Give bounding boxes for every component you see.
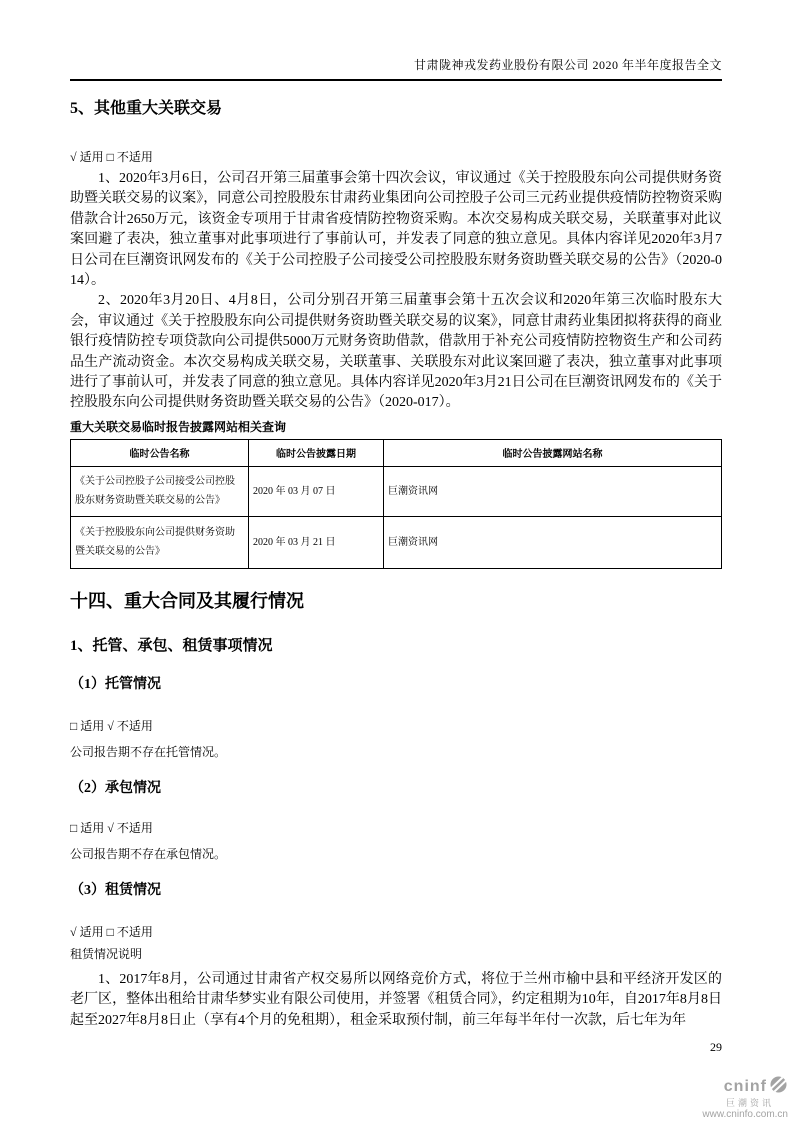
cell-disclosure-date: 2020 年 03 月 07 日 — [249, 466, 384, 516]
section5-applicability: √ 适用 □ 不适用 — [70, 150, 153, 164]
column-header-announcement-name: 临时公告名称 — [71, 439, 249, 466]
leasing-paragraph: 1、2017年8月，公司通过甘肃省产权交易所以网络竞价方式，将位于兰州市榆中县和平经济开发区的老厂区，整体出租给甘肃华梦实业有限公司使用，并签署《租赁合同》，约定租期为10年，自2017年8月8日起至2027年8月8日止（享有4个月的免租期），租金采取预付制，前三年每半年付一次款，后七年为年 — [70, 971, 722, 1028]
section5-heading: 5、其他重大关联交易 — [70, 100, 223, 117]
leasing-applicability: √ 适用 □ 不适用 — [70, 924, 153, 939]
cninfo-url: www.cninfo.com.cn — [702, 1109, 788, 1120]
section14-sub1-heading: 1、托管、承包、租赁事项情况 — [70, 637, 273, 654]
cell-disclosure-date: 2020 年 03 月 21 日 — [249, 516, 384, 568]
contracting-applicability: □ 适用 √ 不适用 — [70, 820, 153, 835]
table-header-row — [71, 439, 722, 466]
cninfo-brand-row — [702, 1076, 788, 1098]
disclosure-table — [70, 439, 722, 569]
cell-disclosure-site: 巨潮资讯网 — [384, 466, 722, 516]
cninfo-brand-text: cninf — [723, 1078, 767, 1095]
leasing-heading: （3）租赁情况 — [70, 882, 161, 898]
cell-disclosure-site: 巨潮资讯网 — [384, 516, 722, 568]
contracting-heading: （2）承包情况 — [70, 780, 161, 796]
table-row — [71, 466, 722, 516]
column-header-disclosure-date: 临时公告披露日期 — [249, 439, 384, 466]
leasing-note-label: 租赁情况说明 — [70, 946, 143, 961]
page-content — [0, 57, 793, 1031]
disclosure-table-caption: 重大关联交易临时报告披露网站相关查询 — [70, 419, 287, 434]
cell-announcement-name: 《关于公司控股子公司接受公司控股股东财务资助暨关联交易的公告》 — [71, 466, 249, 516]
custody-note: 公司报告期不存在托管情况。 — [70, 744, 227, 759]
section5-paragraph-1: 1、2020年3月6日，公司召开第三届董事会第十四次会议，审议通过《关于控股股东向公司提供财务资助暨关联交易的议案》，同意公司控股股东甘肃药业集团向公司控股子公司三元药业提供疫情防控物资采购借款合计2650万元，该资金专项用于甘肃省疫情防控物资采购。本次交易构成关联交易，关联董事对此议案回避了表决，独立董事对此事项进行了事前认可，并发表了同意的独立意见。具体内容详见2020年3月7日公司在巨潮资讯网发布的《关于公司控股子公司接受公司控股股东财务资助暨关联交易的公告》（2020-014）。 — [70, 171, 722, 289]
cninfo-logo-icon — [769, 1076, 788, 1098]
section14-heading: 十四、重大合同及其履行情况 — [70, 590, 304, 611]
cninfo-cn-name: 巨潮资讯 — [725, 1098, 774, 1108]
custody-heading: （1）托管情况 — [70, 676, 161, 692]
table-row — [71, 516, 722, 568]
cell-announcement-name: 《关于控股股东向公司提供财务资助暨关联交易的公告》 — [71, 516, 249, 568]
contracting-note: 公司报告期不存在承包情况。 — [70, 846, 227, 861]
column-header-disclosure-site: 临时公告披露网站名称 — [384, 439, 722, 466]
running-header: 甘肃陇神戎发药业股份有限公司 2020 年半年度报告全文 — [70, 57, 722, 81]
custody-applicability: □ 适用 √ 不适用 — [70, 718, 153, 733]
section5-paragraph-2: 2、2020年3月20日、4月8日，公司分别召开第三届董事会第十五次会议和2020年第三次临时股东大会，审议通过《关于控股股东向公司提供财务资助暨关联交易的议案》，同意甘肃药业集团拟将获得的商业银行疫情防控专项贷款向公司提供5000万元财务资助借款，借款用于补充公司疫情防控物资生产和公司药品生产流动资金。本次交易构成关联交易，关联董事、关联股东对此议案回避了表决，独立董事对此事项进行了事前认可，并发表了同意的独立意见。具体内容详见2020年3月21日公司在巨潮资讯网发布的《关于控股股东向公司提供财务资助暨关联交易的公告》（2020-017）。 — [70, 293, 722, 411]
page-number: 29 — [710, 1040, 722, 1054]
cninfo-watermark — [702, 1076, 788, 1121]
